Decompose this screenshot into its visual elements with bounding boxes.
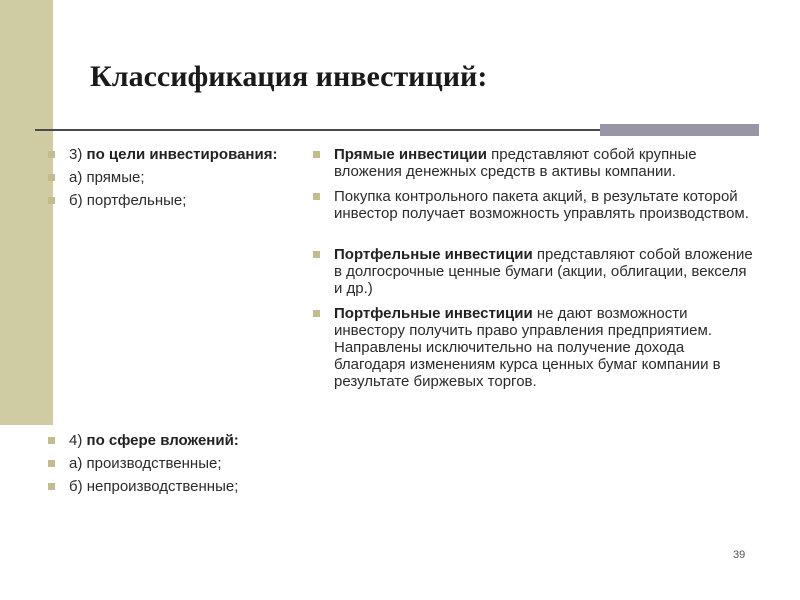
list-item: а) прямые; — [48, 169, 288, 186]
list-item: Портфельные инвестиции не дают возможности инвестору получить право управления предприятием. Направлены исключительно на получение дохода благодаря изменениям курса ценных бумаг компании в результате биржевых торгов. — [313, 305, 753, 390]
left-bottom-list — [48, 432, 308, 501]
list-item: б) портфельные; — [48, 192, 288, 209]
list-item: 3) по цели инвестирования: — [48, 146, 288, 163]
slide-title: Классификация инвестиций: — [90, 60, 488, 93]
left-top-list — [48, 146, 288, 215]
list-item: б) непроизводственные; — [48, 478, 308, 495]
list-item: Портфельные инвестиции представляют собой вложение в долгосрочные ценные бумаги (акции, облигации, векселя и др.) — [313, 246, 753, 297]
right-definitions-list — [313, 146, 753, 398]
page-number: 39 — [733, 549, 746, 561]
list-item: Покупка контрольного пакета акций, в результате которой инвестор получает возможность управлять производством. — [313, 188, 753, 222]
list-item: Прямые инвестиции представляют собой крупные вложения денежных средств в активы компании. — [313, 146, 753, 180]
list-item: 4) по сфере вложений: — [48, 432, 308, 449]
list-item: а) производственные; — [48, 455, 308, 472]
accent-block — [600, 124, 759, 136]
left-decorative-bar — [0, 0, 53, 425]
